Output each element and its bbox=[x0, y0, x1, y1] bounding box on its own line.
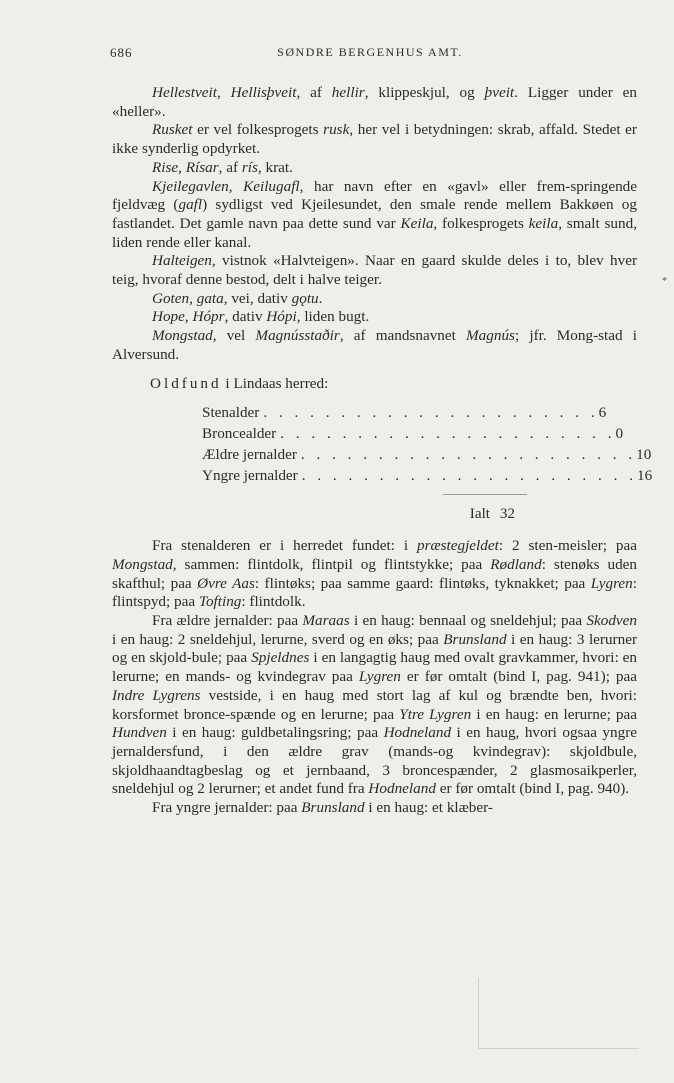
place-entry bbox=[112, 252, 637, 289]
paragraph-list bbox=[112, 537, 637, 818]
italic-term: Brunsland bbox=[301, 799, 365, 817]
italic-term: keila bbox=[528, 214, 559, 232]
paragraph bbox=[112, 799, 637, 818]
italic-term: Hundven bbox=[112, 724, 167, 742]
running-title: SØNDRE BERGENHUS AMT. bbox=[277, 45, 463, 59]
row-value: 16 bbox=[636, 467, 653, 485]
text-run: , folkesprogets bbox=[433, 214, 529, 232]
text-run: ) sydligst ved Kjeilesundet, den smale rende mellem Bakkøen og fastlandet. Det gamle navn paa dette sund var bbox=[112, 196, 637, 232]
leader-dots: . . . . . . . . . . . . . . . . . . . . . . bbox=[280, 425, 616, 443]
text-run: , har navn efter en «gavl» eller frem-springende fjeldvæg ( bbox=[112, 177, 637, 214]
table-row bbox=[202, 404, 607, 425]
italic-term: Magnús bbox=[466, 327, 515, 345]
text-run: ; jfr. Mong-stad i Alversund. bbox=[112, 327, 637, 363]
text-run: , krat. bbox=[257, 158, 293, 176]
text-run: , smalt sund, liden rende eller kanal. bbox=[112, 214, 637, 251]
text-run: i en haug, hvori ogsaa yngre jernaldersfund, i den ældre grav (mands-og kvindegrav): skjoldbule, skjoldhaandtagbeslag og et jernbaand, 3 broncespænder, 2 glasmosaikperler, sneldehjul og 2 lerurner; et andet fund fra bbox=[112, 724, 637, 798]
italic-term: Magnússtaðir bbox=[255, 327, 340, 345]
text-run: er vel folkesprogets bbox=[192, 121, 324, 139]
text-run: , af bbox=[296, 84, 332, 101]
row-value: 0 bbox=[615, 425, 624, 443]
italic-term: Hellisþveit bbox=[230, 84, 297, 101]
text-run: i en haug: bennaal og sneldehjul; paa bbox=[349, 612, 587, 630]
stamp-box bbox=[478, 978, 639, 1049]
text-run: er før omtalt (bind I, pag. 941); paa bbox=[400, 668, 637, 686]
italic-term: Mongstad bbox=[112, 555, 173, 573]
text-run: , klippeskjul, og bbox=[364, 84, 485, 101]
italic-term: Hodneland bbox=[368, 780, 436, 798]
oldfund-heading-rest: i Lindaas herred: bbox=[221, 374, 329, 392]
oldfund-table bbox=[202, 404, 653, 527]
italic-term: gǫtu bbox=[291, 289, 319, 307]
italic-term: gafl bbox=[178, 196, 203, 214]
text-run: vestside, i en haug med stort lag af kul og brændte ben, hvori: korsformet bronce-spænde og en lerurne; paa bbox=[112, 686, 637, 723]
text-run: , bbox=[184, 308, 193, 326]
place-entry bbox=[112, 84, 637, 121]
row-label: Broncealder bbox=[202, 425, 277, 443]
text-run: , vistnok «Halvteigen». Naar en gaard skulde deles i to, blev hver teig, hvoraf denne bestod, delt i halve teiger. bbox=[112, 252, 637, 289]
text-run: , vel bbox=[212, 327, 256, 345]
oldfund-heading-spaced: Oldfund bbox=[150, 374, 222, 392]
place-entry bbox=[112, 178, 637, 253]
paragraph bbox=[112, 612, 637, 799]
text-run: , bbox=[216, 84, 231, 101]
oldfund-heading bbox=[112, 375, 637, 394]
row-label: Yngre jernalder bbox=[202, 467, 298, 485]
text-run: , vei, dativ bbox=[223, 289, 292, 307]
text-run: , bbox=[178, 158, 186, 176]
italic-term: Maraas bbox=[302, 612, 350, 630]
text-run: , bbox=[189, 289, 197, 307]
text-run: i en langagtig haug med ovalt gravkammer, hvori: en lerurne; en mands- og kvindegrav paa bbox=[112, 649, 638, 686]
place-entry bbox=[112, 290, 637, 309]
place-entry bbox=[112, 121, 637, 158]
text-run: Fra yngre jernalder: paa bbox=[152, 799, 302, 817]
table-row bbox=[202, 425, 624, 446]
italic-term: Mongstad bbox=[152, 327, 213, 345]
text-run: er før omtalt (bind I, pag. 940). bbox=[435, 780, 630, 798]
italic-term: Rusket bbox=[152, 121, 193, 139]
total-row bbox=[202, 505, 527, 527]
place-entry bbox=[112, 308, 637, 327]
page-number: 686 bbox=[110, 45, 133, 60]
italic-term: hellir bbox=[331, 84, 365, 101]
table-row bbox=[202, 446, 652, 467]
text-run: i en haug: 2 sneldehjul, lerurne, sverd og en øks; paa bbox=[112, 630, 444, 648]
italic-term: rís bbox=[241, 158, 258, 176]
text-run: i en haug: et klæber- bbox=[364, 799, 493, 817]
italic-term: Halteigen bbox=[152, 252, 212, 270]
text-run: : flintøks; paa samme gaard: flintøks, tyknakket; paa bbox=[254, 574, 591, 592]
text-run: . Ligger under en «heller». bbox=[112, 84, 637, 120]
text-run: , af mandsnavnet bbox=[339, 327, 467, 345]
italic-term: gata bbox=[196, 289, 224, 307]
total-value: 32 bbox=[499, 505, 515, 523]
row-value: 10 bbox=[636, 446, 652, 464]
italic-term: Rísar bbox=[185, 158, 219, 176]
italic-term: Hope bbox=[152, 308, 185, 326]
body-text bbox=[112, 84, 653, 818]
text-run: : stenøks uden skafthul; paa bbox=[112, 555, 637, 592]
leader-dots: . . . . . . . . . . . . . . . . . . . . . . bbox=[300, 446, 637, 464]
place-entry bbox=[112, 159, 637, 178]
text-run: i en haug: en lerurne; paa bbox=[471, 705, 638, 723]
text-run: : flintspyd; paa bbox=[112, 574, 637, 611]
total-label: Ialt bbox=[469, 505, 491, 523]
italic-term: Rise bbox=[152, 158, 179, 176]
entry-list bbox=[112, 84, 637, 365]
leader-dots: . . . . . . . . . . . . . . . . . . . . . . bbox=[263, 404, 599, 422]
italic-term: Lygren bbox=[358, 668, 401, 686]
text-run: : 2 sten-meisler; paa bbox=[498, 537, 637, 555]
text-run: i en haug: guldbetalingsring; paa bbox=[166, 724, 384, 742]
leader-dots: . . . . . . . . . . . . . . . . . . . . . . bbox=[301, 467, 637, 485]
row-value: 6 bbox=[598, 404, 607, 422]
text-run: Fra ældre jernalder: paa bbox=[152, 612, 303, 630]
row-label: Stenalder bbox=[202, 404, 260, 422]
page-header bbox=[110, 45, 630, 65]
edge-mark: * bbox=[662, 276, 667, 287]
italic-term: Hodneland bbox=[383, 724, 452, 742]
paragraph bbox=[112, 537, 637, 612]
text-run: , sammen: flintdolk, flintpil og flintstykke; paa bbox=[172, 555, 491, 573]
italic-term: rusk bbox=[323, 121, 350, 139]
sum-rule bbox=[443, 494, 527, 495]
italic-term: Rødland bbox=[490, 555, 542, 573]
italic-term: Keila bbox=[400, 214, 434, 232]
text-run: , bbox=[228, 177, 244, 195]
text-run: , liden bugt. bbox=[296, 308, 370, 326]
italic-term: Tofting bbox=[198, 593, 242, 611]
italic-term: Kjeilegavlen bbox=[152, 177, 229, 195]
italic-term: þveit bbox=[484, 84, 515, 101]
place-entry bbox=[112, 327, 637, 364]
italic-term: Hópr bbox=[192, 308, 225, 326]
text-run: Fra stenalderen er i herredet fundet: i bbox=[152, 537, 417, 555]
italic-term: Ytre Lygren bbox=[399, 705, 472, 723]
italic-term: Hópi bbox=[266, 308, 297, 326]
text-run: . bbox=[318, 289, 323, 307]
italic-term: Lygren bbox=[590, 574, 633, 592]
italic-term: Skodven bbox=[586, 612, 638, 630]
italic-term: Hellestveit bbox=[152, 84, 217, 101]
text-run: : flintdolk. bbox=[241, 593, 306, 611]
table-row bbox=[202, 467, 653, 488]
italic-term: Spjeldnes bbox=[251, 649, 310, 667]
text-run: , her vel i betydningen: skrab, affald. Stedet er ikke synderlig opdyrket. bbox=[112, 121, 637, 158]
text-run: , dativ bbox=[224, 308, 267, 326]
italic-term: Brunsland bbox=[443, 630, 507, 648]
italic-term: Keilugafl bbox=[243, 177, 300, 195]
italic-term: Øvre Aas bbox=[197, 574, 255, 592]
italic-term: Indre Lygrens bbox=[112, 686, 201, 704]
text-run: , af bbox=[218, 158, 242, 176]
row-label: Ældre jernalder bbox=[202, 446, 297, 464]
text-run: i en haug: 3 lerurner og en skjold-bule; paa bbox=[112, 630, 638, 667]
italic-term: præstegjeldet bbox=[416, 537, 499, 555]
italic-term: Goten bbox=[152, 289, 190, 307]
